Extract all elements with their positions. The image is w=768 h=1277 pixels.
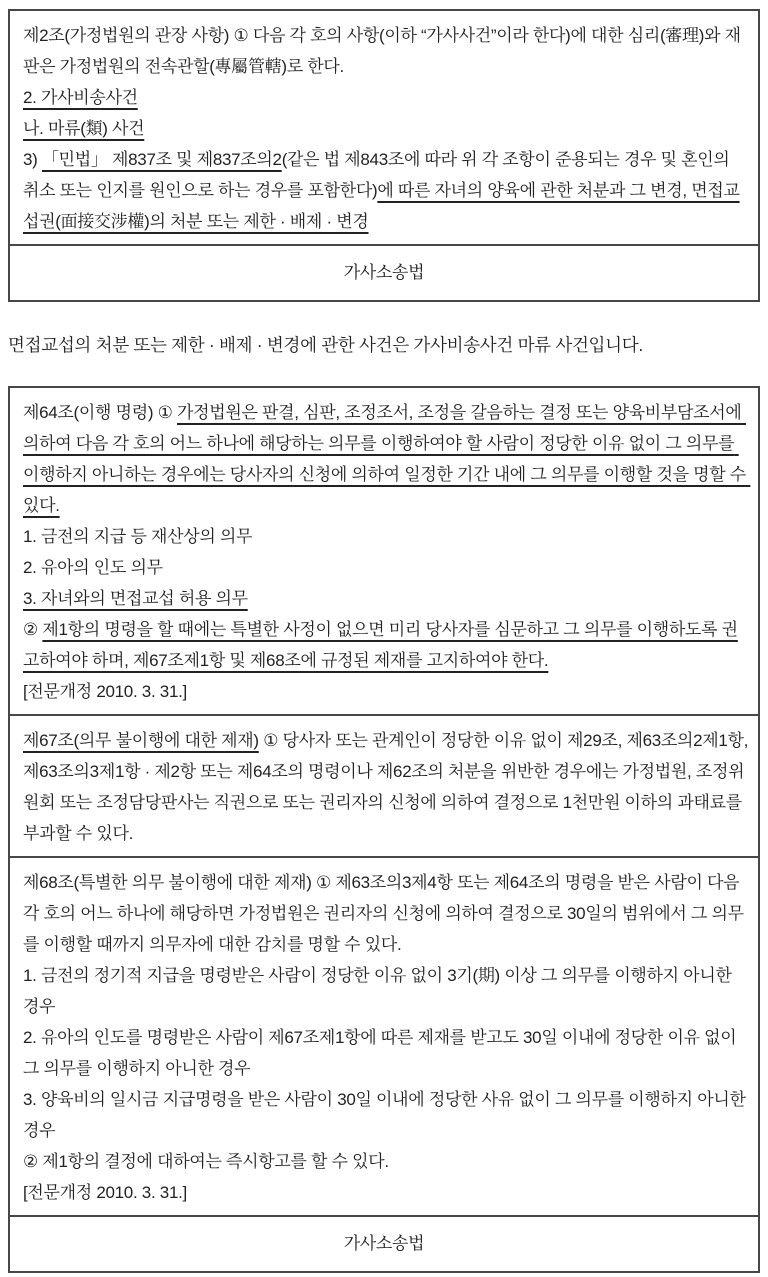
underlined-text-segment: 3. 자녀와의 면접교섭 허용 의무 [23,589,248,608]
law-source-caption: 가사소송법 [10,244,758,300]
text-segment: 3. 양육비의 일시금 지급명령을 받은 사람이 30일 이내에 정당한 사유 없이 그 의무를 이행하지 아니한 경우 [23,1090,751,1140]
paragraph [23,583,749,614]
text-segment: ② [23,620,43,639]
underlined-text-segment: 「민법」 제837조 및 제837조의2 [41,150,282,169]
paragraph [23,614,749,676]
paragraph [23,82,749,113]
paragraph [23,397,749,521]
law-section-article68 [10,856,758,1215]
paragraph [23,113,749,144]
paragraph [23,1084,749,1146]
paragraph [23,725,753,849]
paragraph [23,960,749,1022]
paragraph [23,20,749,82]
text-segment: 2. 유아의 인도 의무 [23,558,163,577]
paragraph [23,552,749,583]
paragraph [23,676,749,707]
underlined-text-segment: 가정법원은 판결, 심판, 조정조서, 조정을 갈음하는 결정 또는 양육비부담조서에 의하여 다음 각 호의 어느 하나에 해당하는 의무를 이행하여야 할 사람이 정당한 이유 없이 그 의무를 이행하지 아니하는 경우에는 당사자의 신청에 의하여 일정한 기간 내에 그 의무를 이행할 것을 명할 수 있다. [23,403,751,515]
text-segment: 제68조(특별한 의무 불이행에 대한 제재) ① 제63조의3제4항 또는 제64조의 명령을 받은 사람이 다음 각 호의 어느 하나에 해당하면 가정법원은 권리자의 신청에 의하여 결정으로 30일의 범위에서 그 의무를 이행할 때까지 의무자에 대한 감치를 명할 수 있다. [23,873,744,954]
paragraph [23,521,749,552]
text-segment: ② 제1항의 결정에 대하여는 즉시항고를 할 수 있다. [23,1152,389,1171]
text-segment: 제64조(이행 명령) ① [23,403,177,422]
underlined-text-segment: 에 따른 자녀의 양육에 관한 처분과 그 변경, 면접교섭권(面接交涉權)의 처분 또는 제한 · 배제 · 변경 [23,181,740,231]
text-segment: 2. 유아의 인도를 명령받은 사람이 제67조제1항에 따른 제재를 받고도 30일 이내에 정당한 이유 없이 그 의무를 이행하지 아니한 경우 [23,1028,741,1078]
text-segment: (같은 법 제843조에 따라 위 각 조항이 준용되는 경우 및 혼인의 취소 또는 인지를 원인으로 하는 경우를 포함한다) [23,150,734,200]
explanation-text: 면접교섭의 처분 또는 제한 · 배제 · 변경에 관한 사건은 가사비송사건 마류 사건입니다. [8,335,643,355]
paragraph [23,867,749,960]
law-box-article2-body [10,11,758,244]
law-box-article2 [8,9,760,302]
underlined-text-segment: 나. 마류(類) 사건 [23,119,145,138]
text-segment: 제2조(가정법원의 관장 사항) ① 다음 각 호의 사항(이하 “가사사건”이라 한다)에 대한 심리(審理)와 재판은 가정법원의 전속관할(專屬管轄)로 한다. [23,26,741,76]
underlined-text-segment: 2. 가사비송사건 [23,88,138,107]
paragraph [23,1022,749,1084]
underlined-text-segment: 제1항의 명령을 할 때에는 특별한 사정이 없으면 미리 당사자를 심문하고 그 의무를 이행하도록 권고하여야 하며, 제67조제1항 및 제68조에 규정된 제재를 고지하여야 한다. [23,620,738,670]
text-segment: [전문개정 2010. 3. 31.] [23,682,187,701]
law-box-articles-64-67-68 [8,386,760,1273]
text-segment: [전문개정 2010. 3. 31.] [23,1183,187,1202]
paragraph [23,1146,749,1177]
law-section-article64 [10,388,758,714]
paragraph [23,1177,749,1208]
law-section-article67 [10,714,758,856]
text-segment: 3) [23,150,42,169]
law-source-caption: 가사소송법 [10,1215,758,1271]
underlined-text-segment: 제67조(의무 불이행에 대한 제재) [23,731,259,750]
paragraph [23,144,749,237]
text-segment: 1. 금전의 정기적 지급을 명령받은 사람이 정당한 이유 없이 3기(期) 이상 그 의무를 이행하지 아니한 경우 [23,966,737,1016]
text-segment: 1. 금전의 지급 등 재산상의 의무 [23,527,253,546]
text-segment: ① 당사자 또는 관계인이 정당한 이유 없이 제29조, 제63조의2제1항, 제63조의3제1항 · 제2항 또는 제64조의 명령이나 제62조의 처분을 위반한 경우에는 가정법원, 조정위원회 또는 조정담당판사는 직권으로 또는 권리자의 신청에 의하여 결정으로 1천만원 이하의 과태료를 부과할 수 있다. [23,731,753,843]
